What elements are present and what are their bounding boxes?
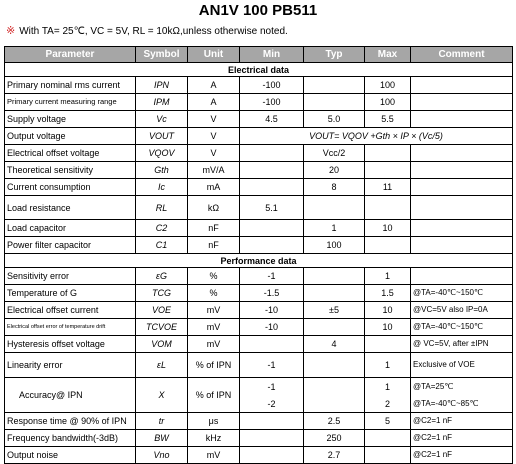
header-symbol: Symbol [136, 47, 188, 63]
symbol-cell: Vno [136, 447, 188, 464]
typ-cell [304, 77, 365, 94]
comment-cell: @C2=1 nF [411, 430, 513, 447]
table-row [5, 77, 513, 94]
max-cell: 1 [365, 268, 411, 285]
min-cell: -100 [240, 77, 304, 94]
unit-cell: % [188, 285, 240, 302]
unit-cell: A [188, 77, 240, 94]
table-row [5, 111, 513, 128]
param-cell: Linearity error [5, 353, 136, 378]
max-cell: 10 [365, 319, 411, 336]
unit-cell: mV [188, 336, 240, 353]
header-min: Min [240, 47, 304, 63]
unit-cell: nF [188, 220, 240, 237]
header-comment: Comment [411, 47, 513, 63]
symbol-cell: RL [136, 196, 188, 220]
note-mark: ※ [6, 25, 16, 37]
unit-cell: mV [188, 447, 240, 464]
page-title: AN1V 100 PB511 [198, 2, 318, 19]
max-cell [365, 162, 411, 179]
param-cell: Frequency bandwidth(-3dB) [5, 430, 136, 447]
typ-cell: 8 [304, 179, 365, 196]
unit-cell: mV/A [188, 162, 240, 179]
max-cell: 10 [365, 302, 411, 319]
min-cell: -1.5 [240, 285, 304, 302]
symbol-cell: BW [136, 430, 188, 447]
comment-cell [411, 220, 513, 237]
comment-cell [411, 162, 513, 179]
symbol-cell: TCG [136, 285, 188, 302]
table-row [5, 145, 513, 162]
max-cell-2: 2 [365, 395, 411, 413]
symbol-cell: IPM [136, 94, 188, 111]
min-cell [240, 220, 304, 237]
symbol-cell: IPN [136, 77, 188, 94]
comment-cell-2: @TA=-40℃~85℃ [411, 395, 513, 413]
table-row [5, 353, 513, 378]
comment-cell: @ VC=5V, after ±IPN [411, 336, 513, 353]
min-cell: -100 [240, 94, 304, 111]
max-cell: 1 [365, 378, 411, 396]
typ-cell: 1 [304, 220, 365, 237]
comment-cell [411, 145, 513, 162]
section-title: Performance data [5, 254, 513, 268]
comment-cell: @C2=1 nF [411, 447, 513, 464]
unit-cell: mV [188, 302, 240, 319]
unit-cell: % of IPN [188, 378, 240, 413]
table-row [5, 413, 513, 430]
typ-cell [304, 353, 365, 378]
param-cell: Temperature of G [5, 285, 136, 302]
table-row [5, 128, 513, 145]
unit-cell: V [188, 145, 240, 162]
min-cell: -1 [240, 353, 304, 378]
section-electrical [5, 63, 513, 77]
param-cell: Power filter capacitor [5, 237, 136, 254]
table-row [5, 336, 513, 353]
min-cell [240, 447, 304, 464]
section-title: Electrical data [5, 63, 513, 77]
min-cell [240, 430, 304, 447]
typ-cell [304, 378, 365, 413]
max-cell: 5 [365, 413, 411, 430]
typ-cell [304, 285, 365, 302]
typ-cell: 4 [304, 336, 365, 353]
symbol-cell: X [136, 378, 188, 413]
min-cell: -10 [240, 319, 304, 336]
symbol-cell: TCVOE [136, 319, 188, 336]
header-row [5, 47, 513, 63]
typ-cell [304, 268, 365, 285]
comment-cell: @TA=25℃ [411, 378, 513, 396]
min-cell [240, 179, 304, 196]
min-cell: 5.1 [240, 196, 304, 220]
param-cell: Electrical offset error of temperature drift [5, 319, 136, 336]
note-text: With TA= 25℃, VC = 5V, RL = 10kΩ,unless otherwise noted. [19, 26, 288, 37]
min-cell: -1 [240, 268, 304, 285]
comment-cell: @C2=1 nF [411, 413, 513, 430]
table-row [5, 162, 513, 179]
symbol-cell: VQOV [136, 145, 188, 162]
symbol-cell: VOM [136, 336, 188, 353]
table-row [5, 319, 513, 336]
max-cell: 10 [365, 220, 411, 237]
typ-cell: 5.0 [304, 111, 365, 128]
unit-cell: kΩ [188, 196, 240, 220]
min-cell: 4.5 [240, 111, 304, 128]
param-cell: Sensitivity error [5, 268, 136, 285]
param-cell: Load resistance [5, 196, 136, 220]
param-cell: Electrical offset current [5, 302, 136, 319]
max-cell [365, 336, 411, 353]
unit-cell: V [188, 111, 240, 128]
param-cell: Hysteresis offset voltage [5, 336, 136, 353]
comment-cell: @TA=-40℃~150℃ [411, 285, 513, 302]
table-row [5, 447, 513, 464]
symbol-cell: Ic [136, 179, 188, 196]
table-row [5, 220, 513, 237]
symbol-cell: Vc [136, 111, 188, 128]
typ-cell [304, 196, 365, 220]
comment-cell [411, 111, 513, 128]
typ-cell: Vcc/2 [304, 145, 365, 162]
unit-cell: kHz [188, 430, 240, 447]
symbol-cell: tr [136, 413, 188, 430]
typ-cell: 250 [304, 430, 365, 447]
table-row [5, 285, 513, 302]
max-cell: 100 [365, 77, 411, 94]
unit-cell: μs [188, 413, 240, 430]
max-cell: 1.5 [365, 285, 411, 302]
table-row [5, 179, 513, 196]
min-cell: -1 [240, 378, 304, 396]
unit-cell: V [188, 128, 240, 145]
min-cell [240, 413, 304, 430]
spec-table [4, 46, 513, 464]
param-cell: Load capacitor [5, 220, 136, 237]
comment-cell [411, 94, 513, 111]
min-cell [240, 336, 304, 353]
table-row [5, 268, 513, 285]
unit-cell: mV [188, 319, 240, 336]
max-cell [365, 145, 411, 162]
unit-cell: mA [188, 179, 240, 196]
symbol-cell: εL [136, 353, 188, 378]
table-row [5, 94, 513, 111]
symbol-cell: VOUT [136, 128, 188, 145]
header-parameter: Parameter [5, 47, 136, 63]
header-unit: Unit [188, 47, 240, 63]
header-typ: Typ [304, 47, 365, 63]
conditions-note [6, 24, 288, 39]
formula-cell: VOUT= VQOV +Gth × IP × (Vc/5) [240, 128, 513, 145]
min-cell [240, 145, 304, 162]
max-cell: 5.5 [365, 111, 411, 128]
unit-cell: % of IPN [188, 353, 240, 378]
param-cell: Theoretical sensitivity [5, 162, 136, 179]
unit-cell: nF [188, 237, 240, 254]
max-cell: 1 [365, 353, 411, 378]
max-cell: 11 [365, 179, 411, 196]
table-row [5, 196, 513, 220]
param-cell: Output voltage [5, 128, 136, 145]
unit-cell: A [188, 94, 240, 111]
typ-cell: ±5 [304, 302, 365, 319]
param-cell: Output noise [5, 447, 136, 464]
comment-cell: Exclusive of VOE [411, 353, 513, 378]
header-max: Max [365, 47, 411, 63]
max-cell: 100 [365, 94, 411, 111]
param-cell: Supply voltage [5, 111, 136, 128]
typ-cell: 100 [304, 237, 365, 254]
max-cell [365, 447, 411, 464]
symbol-cell: C1 [136, 237, 188, 254]
section-performance [5, 254, 513, 268]
comment-cell: @TA=-40℃~150℃ [411, 319, 513, 336]
symbol-cell: C2 [136, 220, 188, 237]
min-cell: -10 [240, 302, 304, 319]
max-cell [365, 430, 411, 447]
max-cell [365, 237, 411, 254]
comment-cell: @VC=5V also IP=0A [411, 302, 513, 319]
min-cell [240, 237, 304, 254]
table-row [5, 378, 513, 396]
symbol-cell: Gth [136, 162, 188, 179]
comment-cell [411, 237, 513, 254]
min-cell [240, 162, 304, 179]
param-cell: Primary current measuring range [5, 94, 136, 111]
symbol-cell: VOE [136, 302, 188, 319]
comment-cell [411, 179, 513, 196]
comment-cell [411, 77, 513, 94]
typ-cell: 20 [304, 162, 365, 179]
min-cell-2: -2 [240, 395, 304, 413]
typ-cell [304, 94, 365, 111]
typ-cell [304, 319, 365, 336]
param-cell: Accuracy@ IPN [5, 378, 136, 413]
comment-cell [411, 268, 513, 285]
unit-cell: % [188, 268, 240, 285]
param-cell: Electrical offset voltage [5, 145, 136, 162]
typ-cell: 2.7 [304, 447, 365, 464]
max-cell [365, 196, 411, 220]
symbol-cell: εG [136, 268, 188, 285]
typ-cell: 2.5 [304, 413, 365, 430]
table-row [5, 302, 513, 319]
table-row [5, 430, 513, 447]
param-cell: Response time @ 90% of IPN [5, 413, 136, 430]
comment-cell [411, 196, 513, 220]
table-row [5, 237, 513, 254]
param-cell: Primary nominal rms current [5, 77, 136, 94]
param-cell: Current consumption [5, 179, 136, 196]
